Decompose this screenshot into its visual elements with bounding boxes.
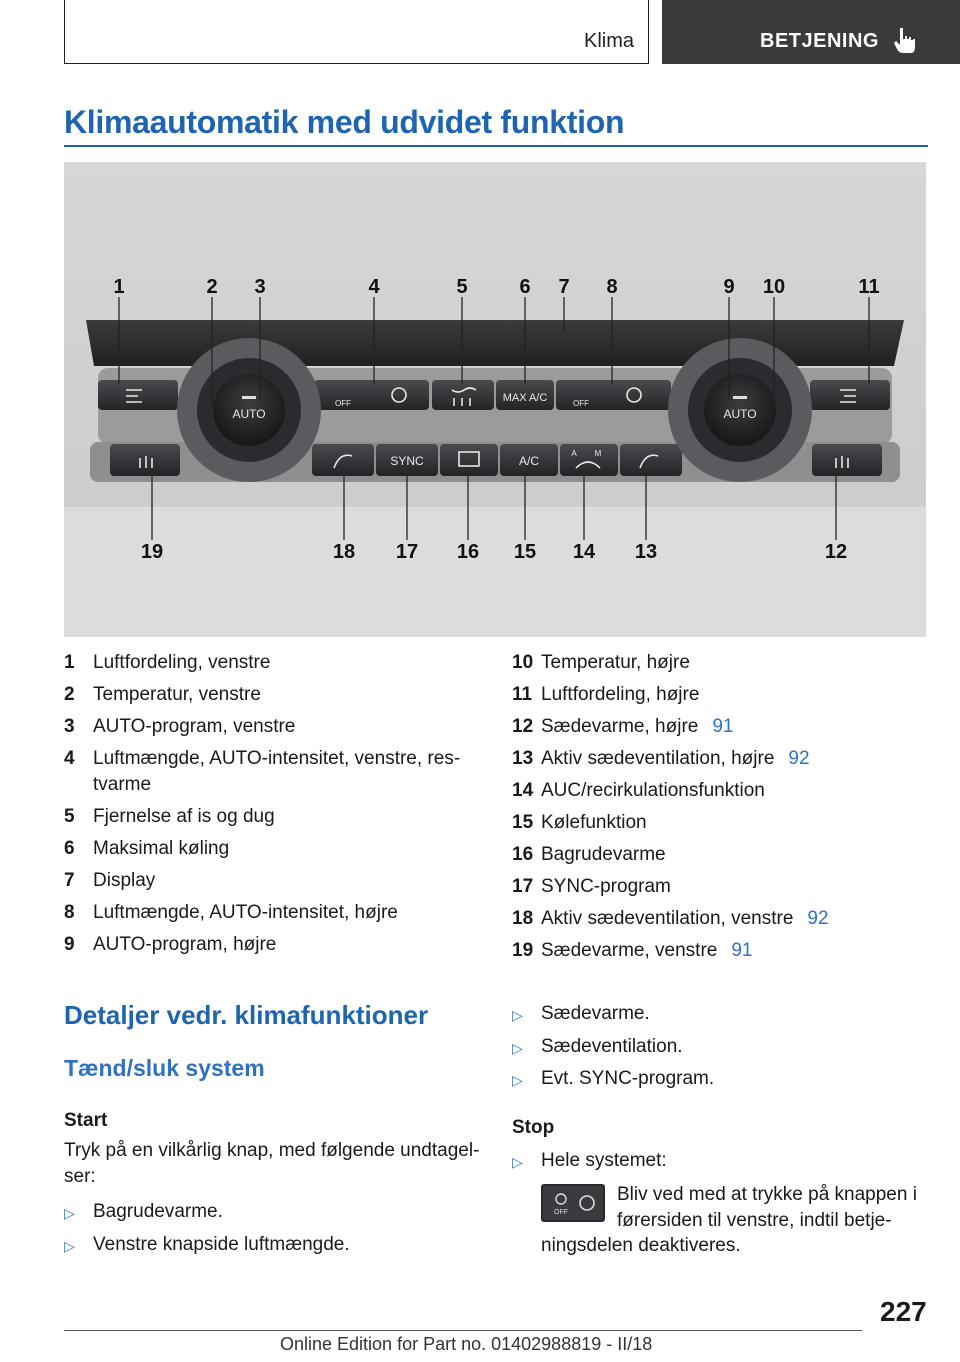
header-chapter-title: BETJENING [760,30,879,52]
fan-off-button-icon [541,1184,605,1222]
sync-label: SYNC [390,454,424,468]
svg-text:OFF: OFF [554,1209,568,1216]
fan-off-left-label: OFF [335,399,351,408]
callout-9: 9 [723,276,735,298]
max-ac-label: MAX A/C [502,392,548,404]
page-ref-link[interactable]: 91 [731,940,753,961]
page-ref-link[interactable]: 92 [807,908,829,929]
callout-4: 4 [368,276,380,298]
callout-3: 3 [254,276,266,298]
callout-14: 14 [572,541,596,563]
callout-6: 6 [519,276,531,298]
callout-18: 18 [332,541,356,563]
section-heading: Detaljer vedr. klimafunktioner [64,1000,429,1030]
title-rule [64,145,928,147]
pointing-hand-icon [892,26,918,54]
triangle-bullet-icon: ▷ [512,1040,523,1056]
callout-16: 16 [456,541,480,563]
header-chapter-tab [662,0,960,64]
page-title: Klimaautomatik med udvidet funktion [64,104,625,140]
auc-m-label: M [594,449,602,458]
triangle-bullet-icon: ▷ [512,1072,523,1088]
page-number: 227 [880,1296,927,1327]
callout-10: 10 [762,276,786,298]
callout-19: 19 [140,541,164,563]
start-text-line-1: Tryk på en vilkårlig knap, med følgende undtagel- [64,1140,480,1161]
fan-off-right-label: OFF [573,399,589,408]
callout-17: 17 [395,541,419,563]
stop-heading: Stop [512,1117,555,1138]
page-ref-link[interactable]: 92 [788,748,810,769]
callout-8: 8 [606,276,618,298]
triangle-bullet-icon: ▷ [512,1154,523,1170]
stop-text-line-1: Bliv ved med at trykke på knappen i [617,1184,917,1205]
page-ref-link[interactable]: 91 [712,716,734,737]
start-heading: Start [64,1110,108,1131]
triangle-bullet-icon: ▷ [512,1007,523,1023]
knob-auto-right: AUTO [723,407,757,421]
callout-12: 12 [824,541,848,563]
callout-7: 7 [558,276,570,298]
triangle-bullet-icon: ▷ [64,1205,75,1221]
auc-a-label: A [571,449,577,458]
callout-2: 2 [206,276,218,298]
ac-label: A/C [518,454,540,468]
triangle-bullet-icon: ▷ [64,1238,75,1254]
callout-5: 5 [456,276,468,298]
footer-rule [64,1330,862,1331]
start-text-line-2: ser: [64,1166,96,1187]
subsection-heading: Tænd/sluk system [64,1055,265,1081]
climate-control-figure [64,162,926,637]
stop-text-line-3: ningsdelen deaktiveres. [541,1235,741,1256]
header-section-title: Klima [583,30,634,52]
callout-13: 13 [634,541,658,563]
callout-1: 1 [113,276,125,298]
knob-auto-left: AUTO [232,407,266,421]
callout-15: 15 [513,541,537,563]
callout-11: 11 [858,276,880,298]
stop-text-line-2: førersiden til venstre, indtil betje- [617,1210,892,1231]
footer-edition: Online Edition for Part no. 01402988819 - II/18 [280,1334,653,1354]
header-section-box [64,0,649,64]
